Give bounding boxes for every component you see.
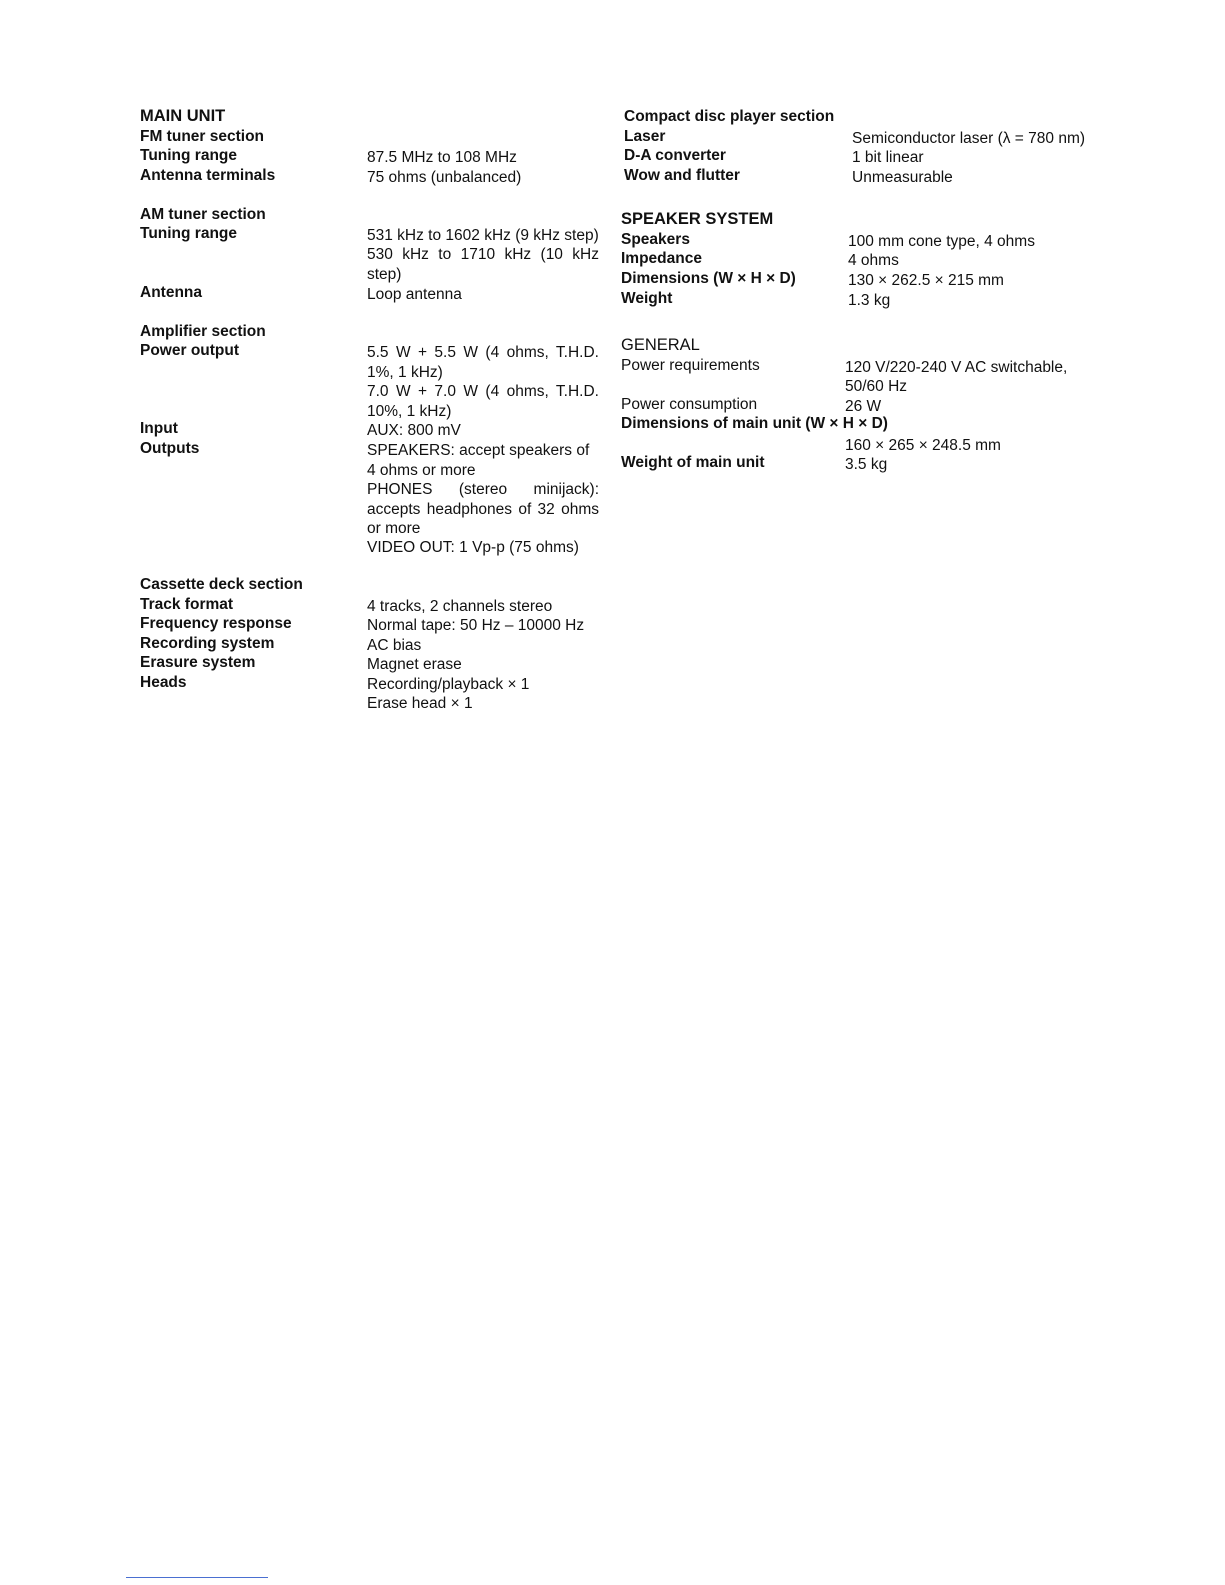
- recording-system-value: AC bias: [367, 637, 422, 654]
- power-consumption-value: 26 W: [845, 398, 882, 415]
- amp-section-heading: Amplifier section: [140, 323, 266, 340]
- cassette-section-heading: Cassette deck section: [140, 576, 303, 593]
- fm-antenna-label: Antenna terminals: [140, 167, 276, 184]
- footer-rule: [126, 1577, 268, 1578]
- frequency-response-value: Normal tape: 50 Hz – 10000 Hz: [367, 617, 585, 634]
- fm-antenna-value: 75 ohms (unbalanced): [367, 169, 522, 186]
- frequency-response-label: Frequency response: [140, 615, 292, 632]
- power-output-value-2: 7.0 W + 7.0 W (4 ohms, T.H.D. 10%, 1 kHz): [367, 383, 599, 420]
- wow-flutter-label: Wow and flutter: [624, 167, 740, 184]
- da-converter-value: 1 bit linear: [852, 149, 924, 166]
- am-tuning-value-1: 531 kHz to 1602 kHz (9 kHz step): [367, 227, 599, 244]
- laser-label: Laser: [624, 128, 666, 145]
- cd-section-heading: Compact disc player section: [624, 108, 835, 125]
- speaker-dimensions-value: 130 × 262.5 × 215 mm: [848, 272, 1004, 289]
- input-label: Input: [140, 420, 178, 437]
- track-format-label: Track format: [140, 596, 234, 613]
- wow-flutter-value: Unmeasurable: [852, 169, 953, 186]
- power-requirements-value-1: 120 V/220-240 V AC switchable,: [845, 359, 1068, 376]
- heads-value-1: Recording/playback × 1: [367, 676, 530, 693]
- power-requirements-value-2: 50/60 Hz: [845, 378, 908, 395]
- general-heading: GENERAL: [621, 336, 700, 354]
- speaker-weight-value: 1.3 kg: [848, 292, 891, 309]
- main-dimensions-label: Dimensions of main unit (W × H × D): [621, 415, 888, 432]
- impedance-value: 4 ohms: [848, 252, 899, 269]
- fm-section-heading: FM tuner section: [140, 128, 265, 145]
- power-output-label: Power output: [140, 342, 240, 359]
- am-section-heading: AM tuner section: [140, 206, 266, 223]
- da-converter-label: D-A converter: [624, 147, 726, 164]
- speaker-dimensions-label: Dimensions (W × H × D): [621, 270, 796, 287]
- main-weight-value: 3.5 kg: [845, 456, 888, 473]
- fm-tuning-value: 87.5 MHz to 108 MHz: [367, 149, 517, 166]
- power-consumption-label: Power consumption: [621, 396, 758, 413]
- speaker-weight-label: Weight: [621, 290, 673, 307]
- am-tuning-label: Tuning range: [140, 225, 238, 242]
- main-unit-heading: MAIN UNIT: [140, 107, 226, 125]
- main-dimensions-value: 160 × 265 × 248.5 mm: [845, 437, 1001, 454]
- track-format-value: 4 tracks, 2 channels stereo: [367, 598, 553, 615]
- outputs-value-3: VIDEO OUT: 1 Vp-p (75 ohms): [367, 539, 579, 556]
- heads-label: Heads: [140, 674, 187, 691]
- outputs-value-2: PHONES (stereo minijack): accepts headphones of 32 ohms or more: [367, 481, 599, 537]
- heads-value-2: Erase head × 1: [367, 695, 473, 712]
- speakers-value: 100 mm cone type, 4 ohms: [848, 233, 1035, 250]
- impedance-label: Impedance: [621, 250, 702, 267]
- power-requirements-label: Power requirements: [621, 357, 760, 374]
- outputs-label: Outputs: [140, 440, 200, 457]
- am-antenna-value: Loop antenna: [367, 286, 462, 303]
- am-tuning-value-2: 530 kHz to 1710 kHz (10 kHz step): [367, 246, 599, 283]
- speaker-system-heading: SPEAKER SYSTEM: [621, 210, 774, 228]
- power-output-value-1: 5.5 W + 5.5 W (4 ohms, T.H.D. 1%, 1 kHz): [367, 344, 599, 381]
- speakers-label: Speakers: [621, 231, 690, 248]
- erasure-system-value: Magnet erase: [367, 656, 462, 673]
- outputs-value-1: SPEAKERS: accept speakers of 4 ohms or more: [367, 442, 590, 479]
- recording-system-label: Recording system: [140, 635, 275, 652]
- input-value: AUX: 800 mV: [367, 422, 461, 439]
- erasure-system-label: Erasure system: [140, 654, 256, 671]
- am-antenna-label: Antenna: [140, 284, 202, 301]
- laser-value: Semiconductor laser (λ = 780 nm): [852, 130, 1086, 147]
- fm-tuning-label: Tuning range: [140, 147, 238, 164]
- main-weight-label: Weight of main unit: [621, 454, 765, 471]
